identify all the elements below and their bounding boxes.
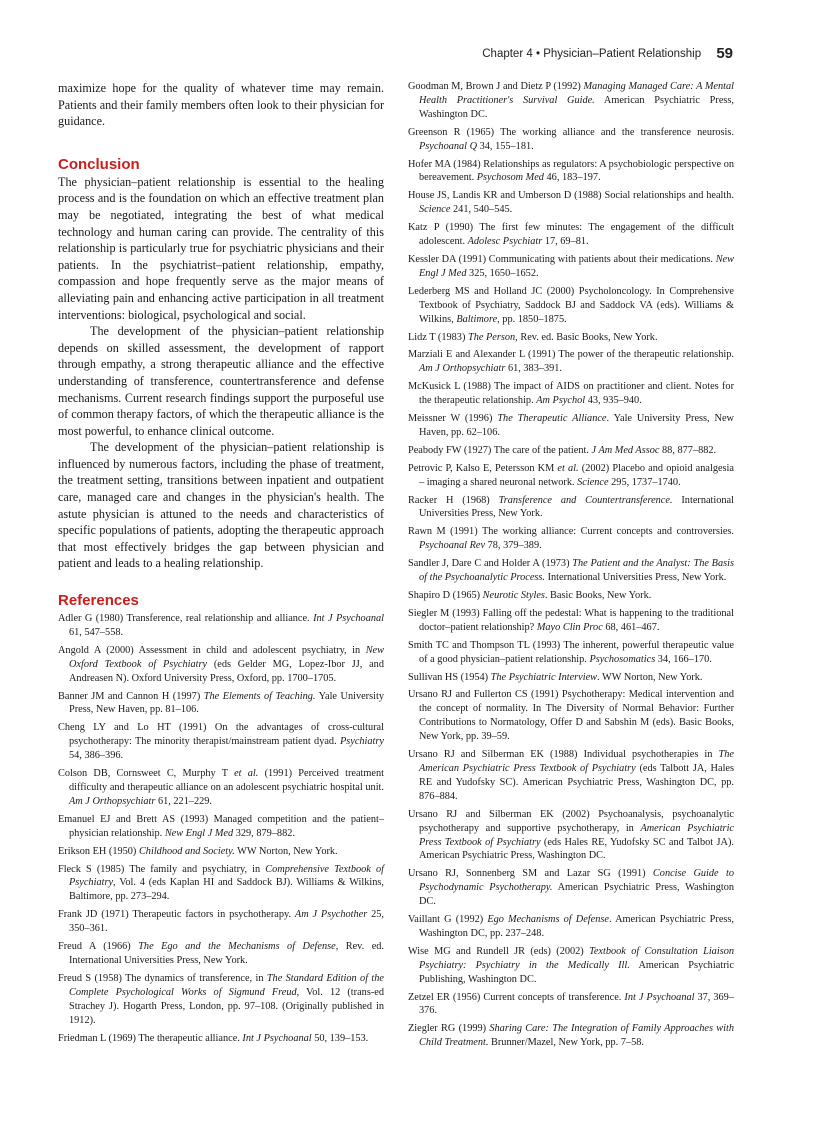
reference-item [408, 913, 734, 941]
intro-paragraph: maximize hope for the quality of whatever time may remain. Patients and their family members often look to their physician for guidance. [58, 81, 384, 129]
reference-italic-segment: Int J Psychoanal [624, 991, 695, 1003]
reference-italic-segment: The Ego and the Mechanisms of Defense [138, 941, 336, 953]
reference-italic-segment: The Therapeutic Alliance [497, 413, 607, 425]
reference-text-segment: Kessler DA (1991) Communicating with patients about their medications. [408, 253, 716, 265]
reference-text-segment: Racker H (1968) [408, 494, 499, 506]
reference-item [408, 525, 734, 553]
reference-text-segment: Banner JM and Cannon H (1997) [58, 690, 204, 702]
reference-text-segment: Smith TC and Thompson TL (1993) The inherent, powerful therapeutic value of a good physician–patient relationship. [408, 639, 734, 665]
reference-item [408, 158, 734, 186]
reference-text-segment: American Psychiatric Publishing, Washington DC. [419, 959, 734, 985]
right-column [408, 80, 734, 1054]
reference-item [58, 908, 384, 936]
reference-italic-segment: Psychosom Med [476, 172, 544, 184]
reference-text-segment: Marziali E and Alexander L (1991) The power of the therapeutic relationship. [408, 349, 734, 361]
reference-text-segment: Adler G (1980) Transference, real relationship and alliance. [58, 613, 314, 625]
reference-item [408, 748, 734, 804]
reference-text-segment: (eds Talbott JA, Hales RE and Yudofsky SC). American Psychiatric Press, Washington DC, pp. 876–884. [419, 762, 735, 802]
reference-italic-segment: et al. [234, 768, 259, 780]
conclusion-paragraph: The development of the physician–patient relationship is influenced by numerous factors, including the phase of treatment, the treatment setting, transitions between inpatient and outpatient care, managed care and changes in the physician's health. The astute physician is attuned to the needs and characteristics of specific populations of patients, adopting the therapeutic approach that most effectively bridges the gap between physician and patient and leads to a healing relationship. [58, 440, 384, 571]
references-list-left [58, 612, 384, 1045]
reference-item [408, 285, 734, 327]
reference-text-segment: (2002) Placebo and opioid analgesia – imaging a shared neuronal network. [419, 462, 734, 488]
reference-text-segment: Ursano RJ, Sonnenberg SM and Lazar SG (1991) [408, 868, 653, 880]
reference-text-segment: (eds Hales RE, Yudofsky SC and Talbot JA). American Psychiatric Press, Washington DC. [419, 836, 734, 862]
reference-text-segment: Ursano RJ and Silberman EK (2002) Psychoanalysis, psychoanalytic psychotherapy and supportive psychotherapy, in [408, 808, 734, 834]
reference-text-segment: Erikson EH (1950) [58, 845, 139, 857]
reference-item [408, 991, 734, 1019]
reference-italic-segment: Baltimore [456, 313, 498, 325]
reference-text-segment: Sandler J, Dare C and Holder A (1973) [408, 558, 573, 570]
reference-italic-segment: Neurotic Styles [482, 590, 545, 601]
reference-item [58, 721, 384, 763]
reference-italic-segment: Comprehensive Textbook of Psychiatry [69, 863, 384, 889]
reference-text-segment: 61, 547–558. [69, 626, 124, 638]
reference-text-segment: Siegler M (1993) Falling off the pedestal: What is happening to the traditional doctor–patient relationship? [408, 607, 734, 633]
reference-text-segment: WW Norton, New York. [234, 845, 338, 857]
page-number: 59 [716, 45, 733, 62]
reference-text-segment: Shapiro D (1965) [408, 590, 483, 601]
reference-item [408, 221, 734, 249]
reference-italic-segment: The American Psychiatric Press Textbook of Psychiatry [419, 749, 734, 774]
reference-item [408, 348, 734, 376]
reference-text-segment: Zetzel ER (1956) Current concepts of transference. [408, 991, 625, 1003]
reference-item [408, 639, 734, 667]
reference-text-segment: Ursano RJ and Fullerton CS (1991) Psychotherapy: Medical intervention and the concept of normality. In The Diversity of Normal Behavior: Further Contributions to Normatology, Offer D and Sabshin M (eds). Basic Books, New York, pp. 39–59. [408, 689, 734, 743]
reference-italic-segment: Transference and Countertransference. [498, 494, 673, 506]
reference-italic-segment: Am J Orthopsychiatr [69, 795, 156, 807]
reference-italic-segment: Childhood and Society. [138, 845, 235, 857]
reference-item [58, 845, 384, 859]
reference-text-segment: Sullivan HS (1954) [408, 671, 491, 683]
reference-text-segment: , pp. 1850–1875. [497, 313, 567, 325]
reference-item [408, 189, 734, 217]
reference-item [408, 557, 734, 585]
reference-italic-segment: Am J Psychother [294, 909, 368, 921]
reference-item [408, 412, 734, 440]
reference-item [408, 380, 734, 408]
reference-text-segment: Lidz T (1983) [408, 331, 468, 343]
reference-text-segment: Meissner W (1996) [408, 413, 498, 425]
reference-item [58, 972, 384, 1028]
reference-italic-segment: Am J Orthopsychiatr [419, 363, 506, 375]
reference-text-segment: Cheng LY and Lo HT (1991) On the advantages of cross-cultural psychotherapy: The minority therapist/mainstream patient dyad. [58, 722, 384, 748]
reference-text-segment: (1991) Perceived treatment difficulty and therapeutic alliance on an adolescent psychiatric hospital unit. [69, 768, 384, 793]
left-column [58, 80, 384, 1049]
chapter-title: Physician–Patient Relationship [543, 48, 702, 60]
reference-item [58, 690, 384, 718]
reference-italic-segment: Am Psychol [536, 395, 586, 407]
reference-italic-segment: Mayo Clin Proc [536, 621, 603, 633]
reference-text-segment: 17, 69–81. [542, 236, 589, 248]
reference-text-segment: McKusick L (1988) The impact of AIDS on practitioner and client. Notes for the therapeutic relationship. [408, 381, 734, 407]
reference-text-segment: Ziegler RG (1999) [408, 1023, 490, 1035]
reference-italic-segment: Managing Managed Care: A Mental Health Practitioner's Survival Guide. [419, 81, 734, 106]
reference-item [58, 940, 384, 968]
reference-text-segment: Peabody FW (1927) The care of the patient. [408, 444, 592, 456]
reference-text-segment: Rawn M (1991) The working alliance: Current concepts and controversies. [408, 526, 734, 538]
reference-text-segment: Petrovic P, Kalso E, Petersson KM [408, 462, 558, 474]
reference-text-segment: Hofer MA (1984) Relationships as regulators: A psychobiologic perspective on bereavement. [408, 158, 734, 184]
chapter-label: Chapter 4 [482, 48, 533, 60]
reference-text-segment: 68, 461–467. [602, 621, 660, 633]
reference-text-segment: 295, 1737–1740. [608, 476, 681, 488]
reference-text-segment: Colson DB, Cornsweet C, Murphy T [58, 768, 235, 780]
reference-text-segment: Fleck S (1985) The family and psychiatry, in [58, 863, 266, 875]
reference-item [408, 126, 734, 154]
reference-item [58, 1032, 384, 1046]
reference-text-segment: Goodman M, Brown J and Dietz P (1992) [408, 81, 584, 92]
references-list-right [408, 80, 734, 1050]
reference-italic-segment: et al. [557, 462, 579, 474]
reference-italic-segment: New Oxford Textbook of Psychiatry [69, 644, 384, 670]
reference-text-segment: , Vol. 12 (trans-ed Strachey J). Hogarth Press, London, pp. 97–108. (Originally published in 1912). [69, 986, 384, 1026]
reference-item [408, 331, 734, 345]
reference-text-segment: 61, 221–229. [155, 795, 213, 807]
reference-text-segment: Angold A (2000) Assessment in child and adolescent psychiatry, in [58, 644, 366, 656]
reference-italic-segment: American Psychiatric Press Textbook of Psychiatry [419, 822, 734, 848]
reference-text-segment: Ursano RJ and Silberman EK (1988) Individual psychotherapies in [408, 749, 719, 761]
reference-text-segment: 50, 139–153. [311, 1032, 369, 1044]
reference-item [408, 462, 734, 490]
reference-item [408, 688, 734, 744]
reference-item [58, 644, 384, 686]
conclusion-paragraph: The development of the physician–patient relationship depends on skilled assessment, the development of rapport through empathy, a strong therapeutic alliance and the effective understanding of transference, countertransference and defense mechanisms. Current research findings support the purposeful use of common therapy factors, of which the therapeutic alliance is the most powerful, to enhance clinical outcome. [58, 324, 384, 438]
reference-text-segment: Wise MG and Rundell JR (eds) (2002) [408, 945, 590, 957]
reference-text-segment: 78, 379–389. [485, 540, 542, 552]
reference-text-segment: Katz P (1990) The first few minutes: The engagement of the difficult adolescent. [408, 222, 734, 248]
reference-italic-segment: Science [419, 204, 451, 216]
reference-text-segment: 37, 369–376. [419, 991, 734, 1017]
reference-text-segment: American Psychiatric Press, Washington DC. [419, 882, 734, 908]
reference-italic-segment: Textbook of Consultation Liaison Psychiatry: Psychiatry in the Medically Ill. [419, 945, 735, 971]
reference-text-segment: (eds Gelder MG, Lopez-Ibor JJ, and Andreasen N). Oxford University Press, Oxford, pp. 1700–1705. [69, 658, 384, 684]
reference-text-segment: American Psychiatric Press, Washington DC. [419, 94, 734, 120]
reference-item [408, 80, 734, 122]
reference-text-segment: 54, 386–396. [69, 750, 124, 762]
reference-italic-segment: Ego Mechanisms of Defense [487, 914, 609, 926]
reference-text-segment: . Yale University Press, New Haven, pp. 62–106. [419, 413, 734, 438]
reference-text-segment: . American Psychiatric Press, Washington DC, pp. 237–248. [419, 914, 734, 939]
reference-text-segment: 43, 935–940. [585, 395, 642, 407]
reference-text-segment: House JS, Landis KR and Umberson D (1988) Social relationships and health. [408, 190, 734, 202]
reference-text-segment: . WW Norton, New York. [597, 671, 703, 683]
reference-item [408, 589, 734, 603]
reference-item [58, 767, 384, 809]
reference-italic-segment: Int J Psychoanal [242, 1032, 312, 1044]
reference-text-segment: Vaillant G (1992) [408, 914, 488, 926]
reference-text-segment: Frank JD (1971) Therapeutic factors in psychotherapy. [58, 909, 295, 921]
reference-italic-segment: Science [577, 476, 609, 488]
conclusion-heading: Conclusion [58, 155, 140, 173]
reference-text-segment: 325, 1650–1652. [466, 267, 539, 279]
references-heading: References [58, 592, 139, 610]
reference-text-segment: , Vol. 4 (eds Kaplan HI and Saddock BJ). Williams & Wilkins, Baltimore, pp. 273–294. [69, 877, 384, 903]
reference-text-segment: 88, 877–882. [659, 444, 717, 456]
reference-text-segment: Lederberg MS and Holland JC (2000) Psycholoncology. In Comprehensive Textbook of Psychiatry, Saddock BJ and Saddock VA (eds). Williams & Wilkins, [408, 285, 734, 325]
reference-text-segment: 329, 879–882. [233, 827, 295, 839]
reference-text-segment: , Rev. ed. Basic Books, New York. [515, 331, 658, 343]
reference-italic-segment: Psychiatry [339, 736, 384, 748]
reference-text-segment: Yale University Press, New Haven, pp. 81–106. [69, 690, 384, 716]
reference-text-segment: Greenson R (1965) The working alliance and the transference neurosis. [408, 126, 734, 138]
reference-italic-segment: Adolesc Psychiatr [467, 236, 543, 248]
reference-italic-segment: The Psychiatric Interview [490, 671, 598, 683]
reference-italic-segment: The Patient and the Analyst: The Basis of the Psychoanalytic Process. [419, 558, 734, 584]
reference-item [408, 253, 734, 281]
reference-text-segment: Friedman L (1969) The therapeutic alliance. [58, 1032, 243, 1044]
reference-text-segment: 46, 183–197. [543, 172, 601, 184]
running-header [0, 44, 733, 61]
reference-item [408, 867, 734, 909]
reference-item [58, 863, 384, 905]
header-separator: • [535, 48, 540, 60]
reference-text-segment: Emanuel EJ and Brett AS (1993) Managed competition and the patient–physician relationship. [58, 813, 384, 839]
reference-italic-segment: Psychosomatics [589, 653, 656, 665]
reference-text-segment: 241, 540–545. [450, 204, 513, 216]
reference-text-segment: 34, 166–170. [655, 653, 712, 665]
reference-text-segment: Freud A (1966) [58, 941, 139, 953]
reference-italic-segment: Psychoanal Q [419, 140, 478, 152]
reference-text-segment: 25, 350–361. [69, 909, 384, 935]
reference-italic-segment: J Am Med Assoc [591, 444, 660, 456]
reference-item [58, 813, 384, 841]
reference-text-segment: . Basic Books, New York. [544, 590, 652, 601]
reference-item [408, 494, 734, 522]
reference-item [408, 808, 734, 864]
reference-text-segment: Freud S (1958) The dynamics of transference, in [58, 972, 267, 984]
reference-text-segment: International Universities Press, New York. [419, 494, 734, 520]
reference-italic-segment: The Elements of Teaching. [203, 690, 316, 702]
reference-text-segment: International Universities Press, New York. [545, 572, 727, 584]
reference-italic-segment: Concise Guide to Psychodynamic Psychotherapy. [419, 868, 735, 894]
reference-italic-segment: Sharing Care: The Integration of Family Approaches with Child Treatment. [419, 1023, 734, 1049]
conclusion-paragraph: The physician–patient relationship is essential to the healing process and is the foundation on which an effective treatment plan may be negotiated, integrating the best of what medical technology and human caring can provide. The centrality of this relationship is particularly true for psychiatric physicians and their patients. In the psychiatrist–patient relationship, empathy, compassion and hope frequently serve as the major means of alleviating pain and enhancing active participation in all treatment interventions: biological, psychological and social. [58, 174, 384, 322]
reference-item [408, 607, 734, 635]
reference-text-segment: 61, 383–391. [505, 363, 563, 375]
reference-italic-segment: The Standard Edition of the Complete Psychological Works of Sigmund Freud [69, 972, 384, 998]
reference-item [408, 671, 734, 685]
reference-item [408, 1022, 734, 1050]
reference-italic-segment: New Engl J Med [419, 253, 734, 279]
reference-item [408, 444, 734, 458]
reference-text-segment: Brunner/Mazel, New York, pp. 7–58. [488, 1037, 645, 1049]
reference-italic-segment: The Person [467, 331, 516, 343]
reference-italic-segment: Psychoanal Rev [419, 540, 486, 552]
reference-item [408, 945, 734, 987]
reference-italic-segment: Int J Psychoanal [313, 613, 384, 625]
reference-text-segment: 34, 155–181. [477, 140, 534, 152]
reference-italic-segment: New Engl J Med [164, 827, 234, 839]
reference-text-segment: , Rev. ed. International Universities Press, New York. [69, 941, 384, 966]
reference-item [58, 612, 384, 640]
